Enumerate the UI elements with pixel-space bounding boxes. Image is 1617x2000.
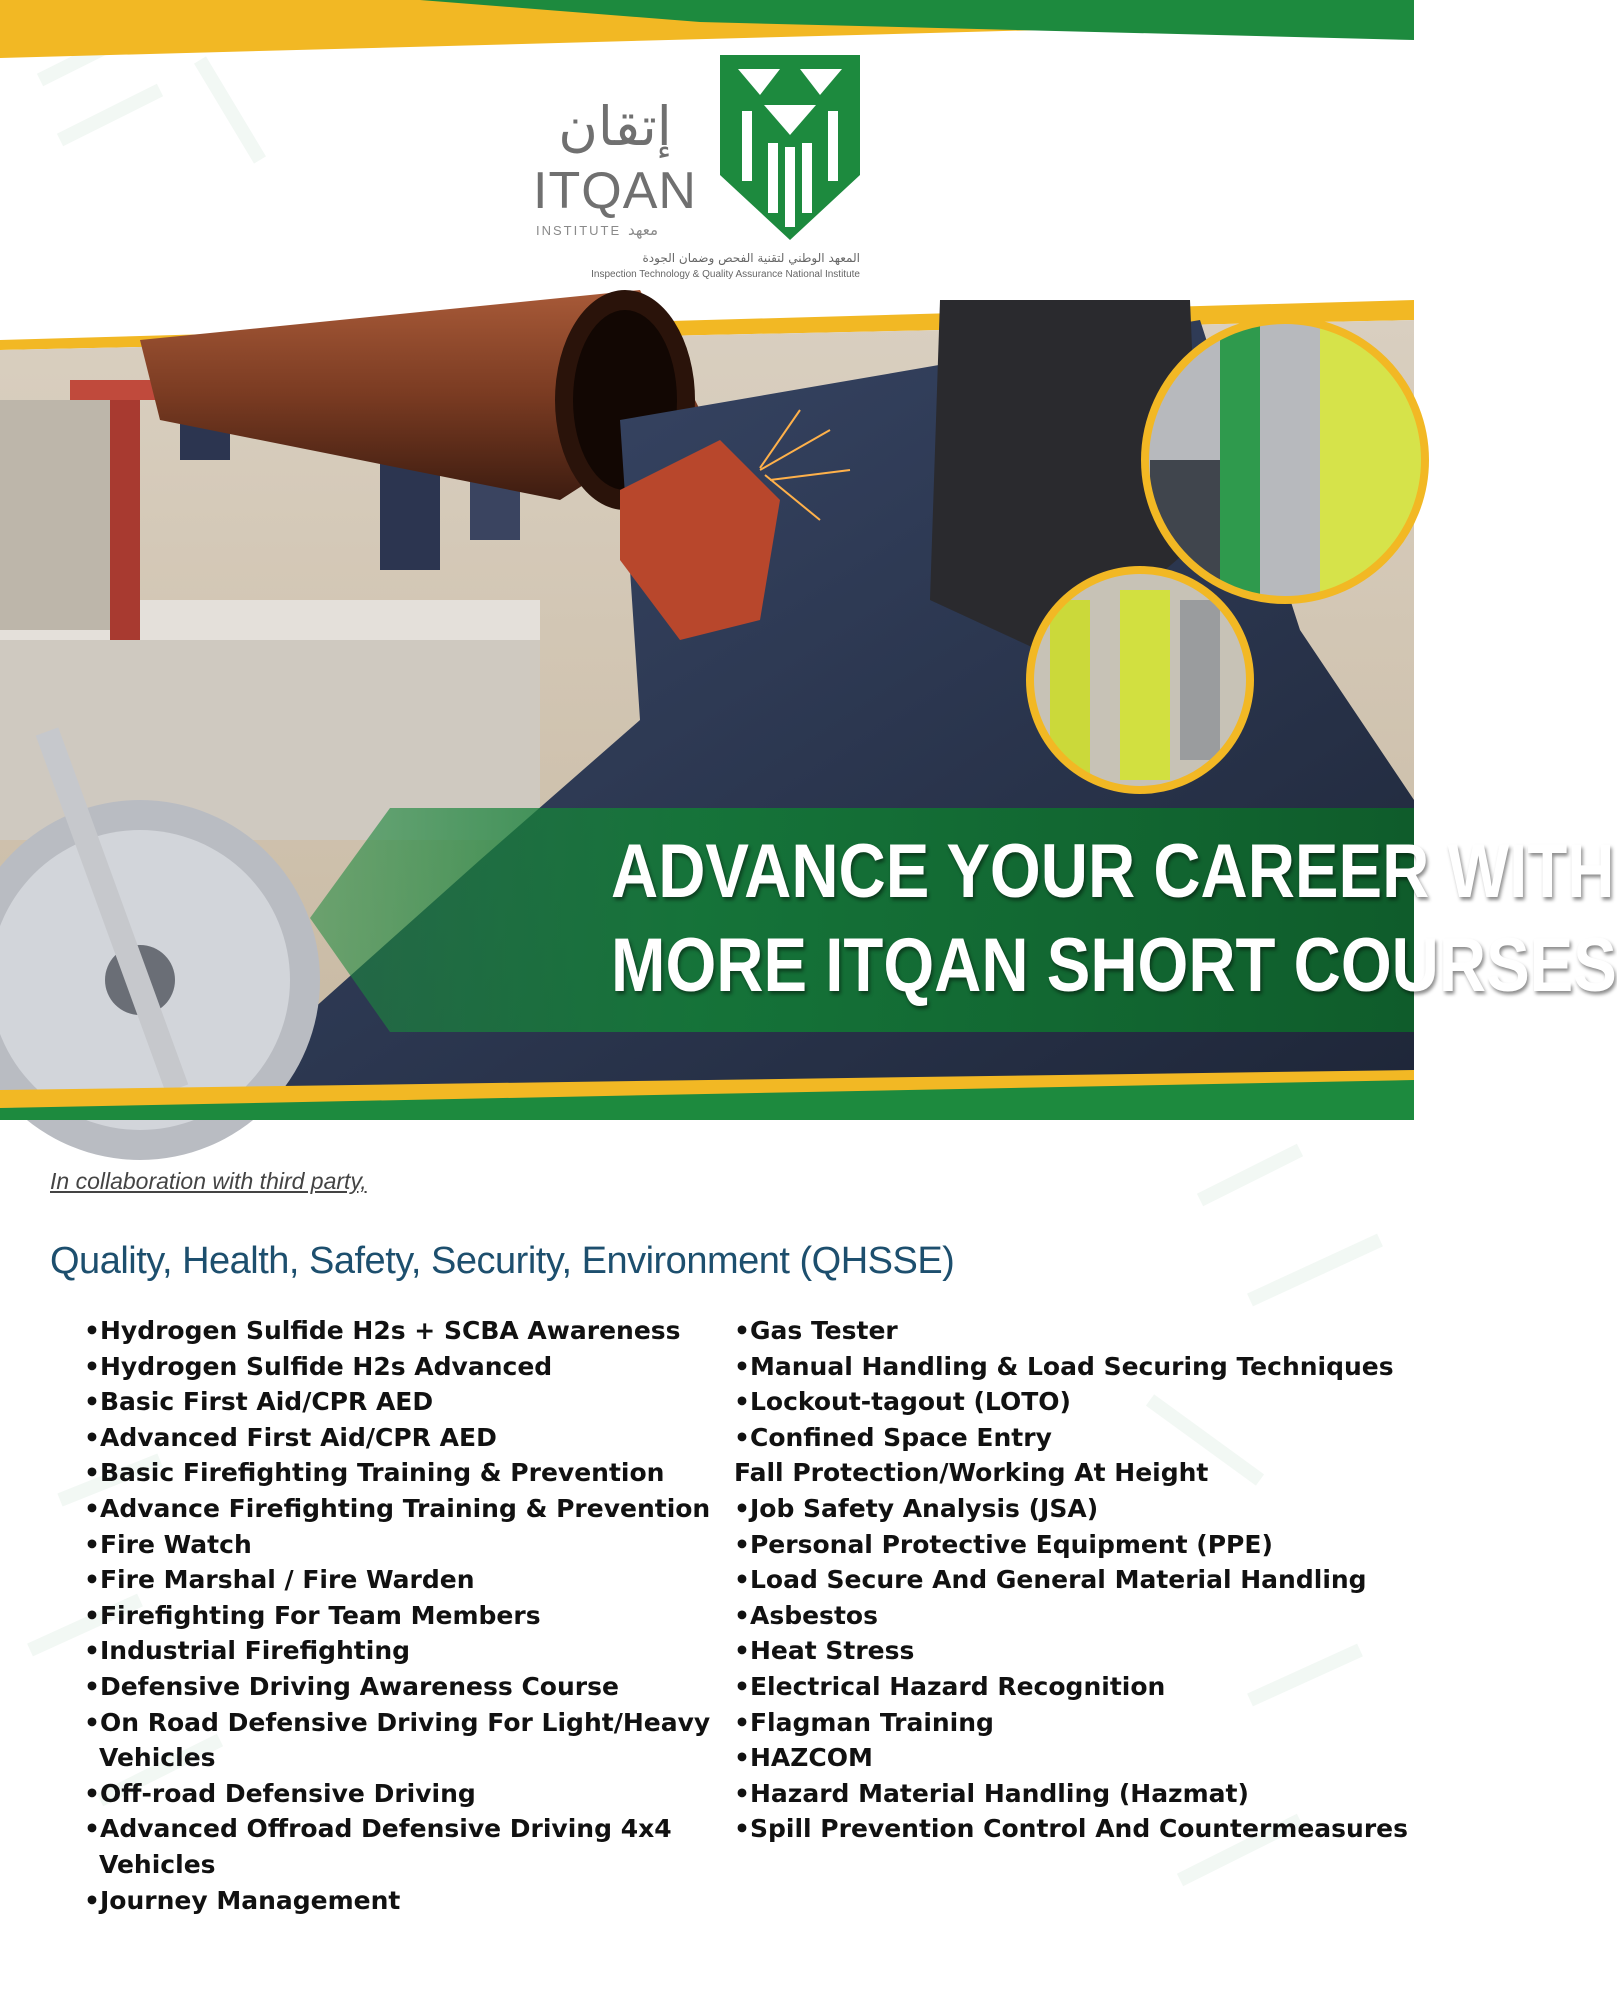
course-item: •Personal Protective Equipment (PPE) (734, 1529, 1273, 1559)
course-item: •Basic Firefighting Training & Prevention (84, 1458, 665, 1488)
course-item: •Gas Tester (734, 1316, 898, 1345)
course-item: •Confined Space Entry (734, 1422, 1052, 1452)
headline (611, 825, 1617, 1013)
course-item: •On Road Defensive Driving For Light/Heavy (84, 1707, 711, 1737)
logo-institute-arabic: معهد (628, 221, 659, 239)
headline-line-1: ADVANCE YOUR CAREER WITH (611, 829, 1615, 914)
course-item: •Load Secure And General Material Handling (734, 1565, 1367, 1595)
course-list-left (84, 1313, 711, 1918)
collaboration-note: In collaboration with third party, (50, 1168, 367, 1194)
course-item: •Industrial Firefighting (84, 1636, 411, 1666)
logo-latin-name: ITQAN (533, 162, 697, 220)
course-item: •Defensive Driving Awareness Course (84, 1671, 619, 1701)
course-item: •Heat Stress (734, 1636, 915, 1666)
course-list-right (734, 1313, 1414, 1847)
course-item: Fall Protection/Working At Height (734, 1458, 1209, 1488)
course-item: •Firefighting For Team Members (84, 1600, 541, 1630)
course-item: •Spill Prevention Control And Countermeasures (734, 1814, 1409, 1844)
course-item: •Off-road Defensive Driving (84, 1778, 476, 1808)
top-ribbon (0, 0, 1414, 60)
course-item: •Journey Management (84, 1885, 401, 1915)
course-item: •Fire Marshal / Fire Warden (84, 1565, 475, 1595)
itqan-logo (530, 55, 870, 295)
course-item: •Hazard Material Handling (Hazmat) (734, 1778, 1249, 1808)
logo-tagline-arabic: المعهد الوطني لتقنية الفحص وضمان الجودة (642, 251, 860, 265)
course-item: •Advanced Offroad Defensive Driving 4x4 (84, 1814, 672, 1844)
course-item: •Basic First Aid/CPR AED (84, 1387, 434, 1417)
logo-tagline-english: Inspection Technology & Quality Assurance National Institute (591, 269, 860, 280)
course-item: •Flagman Training (734, 1707, 994, 1737)
course-item: •Hydrogen Sulfide H2s Advanced (84, 1351, 553, 1381)
course-item: •Advanced First Aid/CPR AED (84, 1422, 497, 1452)
headline-line-2: MORE ITQAN SHORT COURSES (611, 923, 1617, 1008)
course-item: •Asbestos (734, 1600, 878, 1630)
course-item: •Lockout-tagout (LOTO) (734, 1387, 1071, 1417)
logo-arabic-name: إتقان (558, 95, 672, 158)
course-item: •Manual Handling & Load Securing Techniques (734, 1351, 1394, 1381)
course-item: •Job Safety Analysis (JSA) (734, 1493, 1099, 1523)
course-item: •HAZCOM (734, 1743, 873, 1773)
course-item: •Fire Watch (84, 1529, 252, 1559)
course-item-continuation: Vehicles (99, 1743, 216, 1773)
course-item: •Electrical Hazard Recognition (734, 1671, 1166, 1701)
course-item: •Advance Firefighting Training & Prevention (84, 1493, 711, 1523)
itqan-logo-mark-icon (720, 55, 860, 240)
logo-institute-label: INSTITUTE (536, 223, 622, 238)
course-item-continuation: Vehicles (99, 1849, 216, 1879)
course-item: •Hydrogen Sulfide H2s + SCBA Awareness (84, 1316, 681, 1345)
section-title: Quality, Health, Safety, Security, Environment (QHSSE) (50, 1240, 955, 1282)
